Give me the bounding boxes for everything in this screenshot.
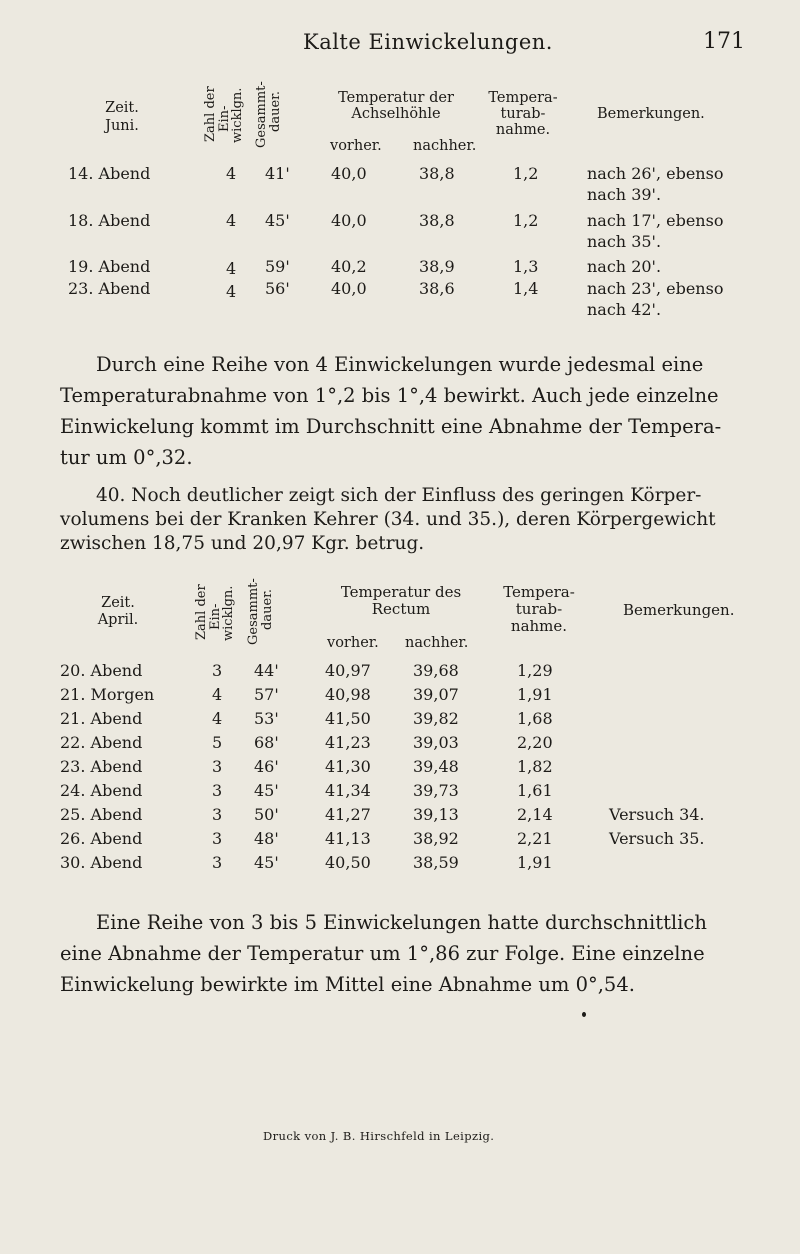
col-header-month: Juni. [105,118,139,134]
col-header-temperature: Temperatur des [340,583,462,601]
col-header-vorher: vorher. [327,635,379,651]
col-header-temperature: Temperatur der [338,90,454,106]
running-header-title: Kalte Einwickelungen. [303,30,553,54]
col-header-nachher: nachher. [405,635,469,651]
book-page: Kalte Einwickelungen. 171 Zeit. Juni. Zahl der Ein- wicklgn. Gesammt- dauer. Temperatur der Achselhöhle vorher. nachher. Tempera- turab- nahme. Bemerkungen. 14. Abend 4 41' 40,0 38,8 1,2 nach 26', ebenso nach 39'. 18. Abend 4 45' 40,0 38,8 1,2 nach 17', ebenso nach 35'. 19. Abend 4 59' 40,2 38,9 1,3 nach 20'. 23. Abend 4 56' 40,0 38,6 1,4 nach 23', ebenso nach 42'. Durch eine Reihe von 4 Einwickelungen wurde jedesmal eine Temperaturabnahme von 1°,2 bis 1°,4 bewirkt. Auch jede einzelne Einwickelung kommt im Durchschnitt eine Abnahme der Tempera- tur um 0°,32. 40. Noch deutlicher zeigt sich der Einfluss des geringen Körper- volumens bei der Kranken Kehrer (34. und 35.), deren Körpergewicht zwischen 18,75 und 20,97 Kgr. betrug. Zeit. April. Zahl der Ein- wicklgn. Gesammt- dauer. Temperatur des Rectum vorher. nachher. Tempera- turab- nahme. Bemerkungen. 20. Abend 3 44' 40,97 39,68 1,29 21. Morgen 4 57' 40,98 39,07 1,91 21. Abend 4 53' 41,50 39,82 1,68 22. Abend 5 68' 41,23 39,03 2,20 23. Abend 3 46' 41,30 39,48 1,82 24. Abend 3 45' 41,34 39,73 1,61 25. Abend 3 50' 41,27 39,13 2,14 Versuch 34. 26. Abend 3 48' 41,13 38,92 2,21 Versuch 35. 30. Abend 3 45' 40,50 38,59 1,91 Eine Reihe von 3 bis 5 Einwickelungen hatte durchschnittlich eine Abnahme der Temperatur um 1°,86 zur Folge. Eine einzelne Einwickelung bewirkte im Mittel eine Abnahme um 0°,54. Druck von J. B. Hirschfeld in Leipzig. [60,29,745,1143]
col-header-bemerkungen: Bemerkungen. [597,106,705,122]
col-header-abnahme-3: nahme. [495,122,551,138]
col-header-nachher: nachher. [413,138,477,154]
printer-imprint: Druck von J. B. Hirschfeld in Leipzig. [263,1129,495,1143]
col-header-bemerkungen: Bemerkungen. [623,601,735,619]
col-header-vorher: vorher. [330,138,382,154]
ink-speck [582,1012,586,1017]
col-header-abnahme-1: Tempera- [503,583,575,601]
col-header-temperature-site: Achselhöhle [351,106,441,122]
col-header-month: April. [97,612,139,628]
col-header-abnahme-3: nahme. [510,617,568,635]
page-number: 171 [703,29,745,54]
col-header-zeit: Zeit. [105,100,139,116]
col-header-temperature-site: Rectum [371,600,431,618]
col-header-abnahme-2: turab- [515,600,563,618]
col-header-abnahme-1: Tempera- [488,90,558,106]
col-header-zeit: Zeit. [101,595,135,611]
col-header-abnahme-2: turab- [500,106,546,122]
